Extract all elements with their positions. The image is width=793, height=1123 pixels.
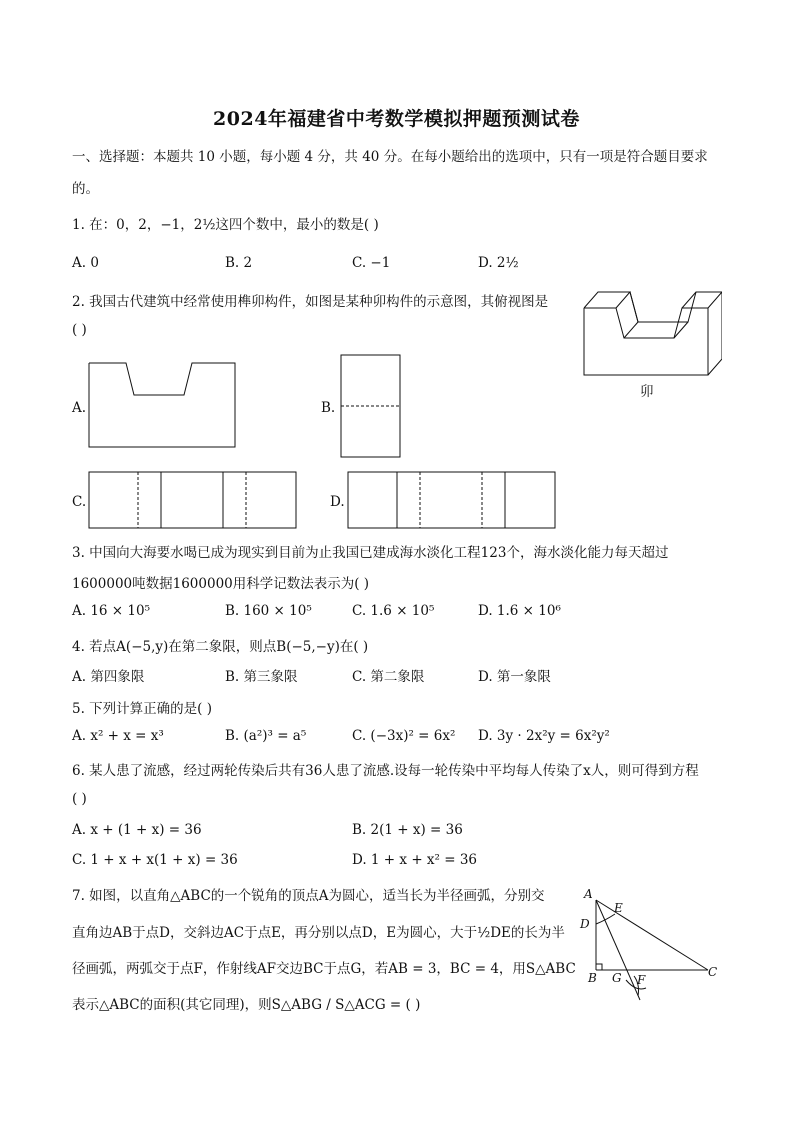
question-5-stem: 5. 下列计算正确的是( ) xyxy=(72,701,212,717)
question-6-option-a: A. x + (1 + x) = 36 xyxy=(72,822,202,838)
mortise-figure-caption: 卯 xyxy=(640,384,654,400)
question-6-option-b: B. 2(1 + x) = 36 xyxy=(352,822,463,838)
question-2-option-c-figure xyxy=(88,471,297,529)
question-2-option-a-figure xyxy=(88,362,236,448)
label-f: F xyxy=(637,973,646,987)
question-2-stem-line2: ( ) xyxy=(72,322,87,338)
label-a: A xyxy=(584,887,593,901)
question-5-option-c: C. (−3x)² = 6x² xyxy=(352,728,456,744)
question-6-option-d: D. 1 + x + x² = 36 xyxy=(352,852,478,868)
question-2-option-b-label: B. xyxy=(321,400,336,416)
question-5-option-a: A. x² + x = x³ xyxy=(72,728,164,744)
question-3-stem-line2: 1600000吨数据1600000用科学记数法表示为( ) xyxy=(72,576,370,592)
question-6-stem-line1: 6. 某人患了流感，经过两轮传染后共有36人患了流感.设每一轮传染中平均每人传染了x人，则可得到方程 xyxy=(72,763,699,779)
question-7-stem-line2: 直角边AB于点D，交斜边AC于点E，再分别以点D，E为圆心，大于½DE的长为半 xyxy=(72,925,565,941)
question-2-option-a-label: A. xyxy=(72,400,87,416)
question-2-option-d-label: D. xyxy=(330,494,345,510)
question-4-option-c: C. 第二象限 xyxy=(352,669,425,685)
question-1-option-d: D. 2½ xyxy=(478,255,519,271)
question-1-option-a: A. 0 xyxy=(72,255,99,271)
label-e: E xyxy=(614,901,623,915)
section-intro-line2: 的。 xyxy=(72,181,99,197)
question-1-stem: 1. 在：0，2，−1，2½这四个数中，最小的数是( ) xyxy=(72,217,379,233)
question-6-option-c: C. 1 + x + x(1 + x) = 36 xyxy=(72,852,238,868)
label-c: C xyxy=(708,965,718,979)
question-3-option-d: D. 1.6 × 10⁶ xyxy=(478,603,561,619)
mortise-3d-figure xyxy=(580,290,722,380)
question-4-stem: 4. 若点A(−5,y)在第二象限，则点B(−5,−y)在( ) xyxy=(72,639,369,655)
page-title: 2024年福建省中考数学模拟押题预测试卷 xyxy=(213,108,580,130)
question-2-option-d-figure xyxy=(347,471,556,529)
question-4-option-a: A. 第四象限 xyxy=(72,669,145,685)
section-intro-line1: 一、选择题：本题共 10 小题，每小题 4 分，共 40 分。在每小题给出的选项中，只有一项是符合题目要求 xyxy=(72,149,708,165)
question-3-option-b: B. 160 × 10⁵ xyxy=(225,603,312,619)
question-5-option-d: D. 3y · 2x²y = 6x²y² xyxy=(478,728,610,744)
question-2-option-c-label: C. xyxy=(72,494,87,510)
question-5-option-b: B. (a²)³ = a⁵ xyxy=(225,728,307,744)
question-1-option-b: B. 2 xyxy=(225,255,253,271)
question-4-option-b: B. 第三象限 xyxy=(225,669,298,685)
label-g: G xyxy=(612,971,622,985)
question-7-stem-line1: 7. 如图，以直角△ABC的一个锐角的顶点A为圆心，适当长为半径画弧，分别交 xyxy=(72,888,545,904)
question-3-option-a: A. 16 × 10⁵ xyxy=(72,603,150,619)
question-6-stem-line2: ( ) xyxy=(72,791,87,807)
question-7-stem-line3: 径画弧，两弧交于点F，作射线AF交边BC于点G，若AB = 3，BC = 4，用S△ABC xyxy=(72,961,576,977)
question-1-option-c: C. −1 xyxy=(352,255,391,271)
question-3-stem-line1: 3. 中国向大海要水喝已成为现实到目前为止我国已建成海水淡化工程123个，海水淡化能力每天超过 xyxy=(72,545,669,561)
question-2-stem-line1: 2. 我国古代建筑中经常使用榫卯构件，如图是某种卯构件的示意图，其俯视图是 xyxy=(72,294,549,310)
label-d: D xyxy=(580,917,590,931)
triangle-abc-figure xyxy=(574,884,724,1008)
question-4-option-d: D. 第一象限 xyxy=(478,669,551,685)
label-b: B xyxy=(588,971,597,985)
question-7-stem-line4: 表示△ABC的面积(其它同理)，则S△ABG / S△ACG = ( ) xyxy=(72,997,421,1013)
question-2-option-b-figure xyxy=(340,354,401,458)
question-3-option-c: C. 1.6 × 10⁵ xyxy=(352,603,435,619)
